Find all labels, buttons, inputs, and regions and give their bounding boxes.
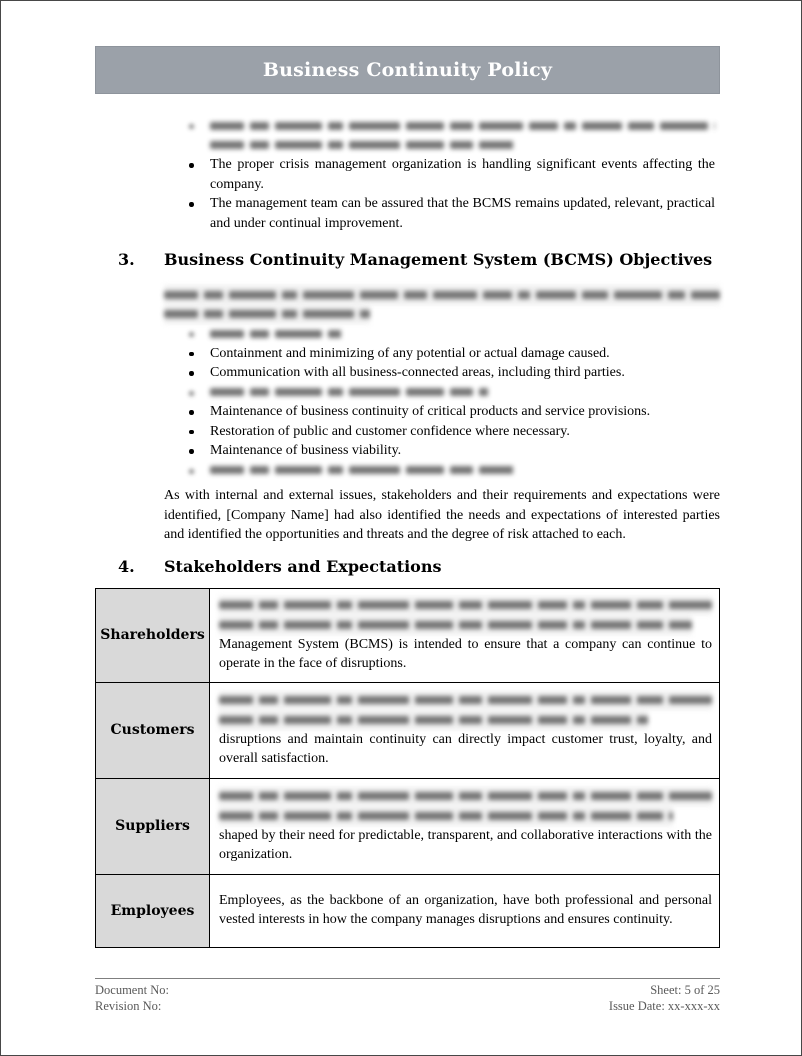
stakeholder-description-text: Management System (BCMS) is intended to ensure that a company can continue to operate in the face of disruptions. bbox=[219, 636, 712, 671]
table-row bbox=[96, 682, 720, 778]
footer-line: Issue Date: xx-xxx-xx bbox=[608, 998, 720, 1013]
intro-bullet-list bbox=[95, 116, 720, 233]
bullet-item: The management team can be assured that the BCMS remains updated, relevant, practical and under continual improvement. bbox=[210, 194, 715, 233]
stakeholder-label-cell: Customers bbox=[96, 682, 210, 778]
objectives-bullet-list bbox=[95, 324, 720, 480]
footer-line: Document No: bbox=[95, 983, 169, 997]
redacted-text-line bbox=[164, 305, 370, 325]
section-3-heading bbox=[118, 248, 720, 271]
bullet-item: Restoration of public and customer confidence where necessary. bbox=[210, 422, 715, 442]
stakeholder-description-text: shaped by their need for predictable, transparent, and collaborative interactions with the organization. bbox=[219, 827, 712, 862]
stakeholder-description-cell bbox=[210, 588, 720, 682]
document-title: Business Continuity Policy bbox=[262, 59, 553, 81]
stakeholders-intro-paragraph: As with internal and external issues, stakeholders and their requirements and expectations were identified, [Company Name] had also identified the needs and expectations of interested parties and identified the opportunities and threats and the degree of risk attached to each. bbox=[164, 488, 720, 542]
redacted-bullet-item bbox=[210, 324, 715, 344]
section-4-title: Stakeholders and Expectations bbox=[164, 556, 442, 576]
table-row bbox=[96, 588, 720, 682]
bullet-item: The proper crisis management organization is handling significant events affecting the company. bbox=[210, 155, 715, 194]
redacted-text-line bbox=[210, 461, 513, 481]
bullet-item: Communication with all business-connected areas, including third parties. bbox=[210, 363, 715, 383]
redacted-text-line bbox=[219, 806, 673, 826]
title-banner bbox=[95, 46, 720, 94]
redacted-bullet-item bbox=[210, 461, 715, 481]
section-3-number: 3. bbox=[118, 250, 135, 269]
section-4-number: 4. bbox=[118, 556, 135, 576]
stakeholder-description-text: Employees, as the backbone of an organization, have both professional and personal vested interests in how the company manages disruptions and ensures continuity. bbox=[219, 892, 712, 927]
redacted-text-line bbox=[219, 787, 712, 807]
stakeholder-label-cell: Suppliers bbox=[96, 778, 210, 874]
redacted-intro-paragraph bbox=[164, 285, 720, 324]
stakeholder-label-cell: Employees bbox=[96, 874, 210, 947]
footer-line: Revision No: bbox=[95, 998, 162, 1013]
redacted-text-line bbox=[210, 136, 513, 156]
footer-line: Sheet: 5 of 25 bbox=[650, 983, 720, 997]
table-row bbox=[96, 778, 720, 874]
redacted-text-line bbox=[210, 324, 341, 344]
bullet-item: Containment and minimizing of any potential or actual damage caused. bbox=[210, 344, 715, 364]
redacted-bullet-item bbox=[210, 383, 715, 403]
footer-right-block bbox=[609, 983, 720, 1014]
stakeholder-description-cell bbox=[210, 682, 720, 778]
page-body bbox=[95, 116, 720, 948]
stakeholder-description-cell bbox=[210, 778, 720, 874]
redacted-text-line bbox=[219, 691, 712, 711]
section-3-title: Business Continuity Management System (BCMS) Objectives bbox=[164, 250, 713, 269]
redacted-text-line bbox=[219, 615, 692, 635]
stakeholder-label-cell: Shareholders bbox=[96, 588, 210, 682]
redacted-text-line bbox=[219, 596, 712, 616]
redacted-text-line bbox=[210, 383, 488, 403]
table-row bbox=[96, 874, 720, 947]
bullet-item: Maintenance of business continuity of critical products and service provisions. bbox=[210, 402, 715, 422]
stakeholder-description-cell bbox=[210, 874, 720, 947]
stakeholder-description-text: disruptions and maintain continuity can directly impact customer trust, loyalty, and overall satisfaction. bbox=[219, 731, 712, 766]
redacted-bullet-item bbox=[210, 116, 715, 155]
stakeholders-table bbox=[95, 588, 720, 948]
redacted-text-line bbox=[210, 116, 715, 136]
footer-left-block bbox=[95, 983, 169, 1014]
page-footer bbox=[95, 978, 720, 1014]
redacted-text-line bbox=[219, 710, 648, 730]
redacted-text-line bbox=[164, 285, 720, 305]
bullet-item: Maintenance of business viability. bbox=[210, 441, 715, 461]
section-4-heading bbox=[118, 555, 720, 578]
